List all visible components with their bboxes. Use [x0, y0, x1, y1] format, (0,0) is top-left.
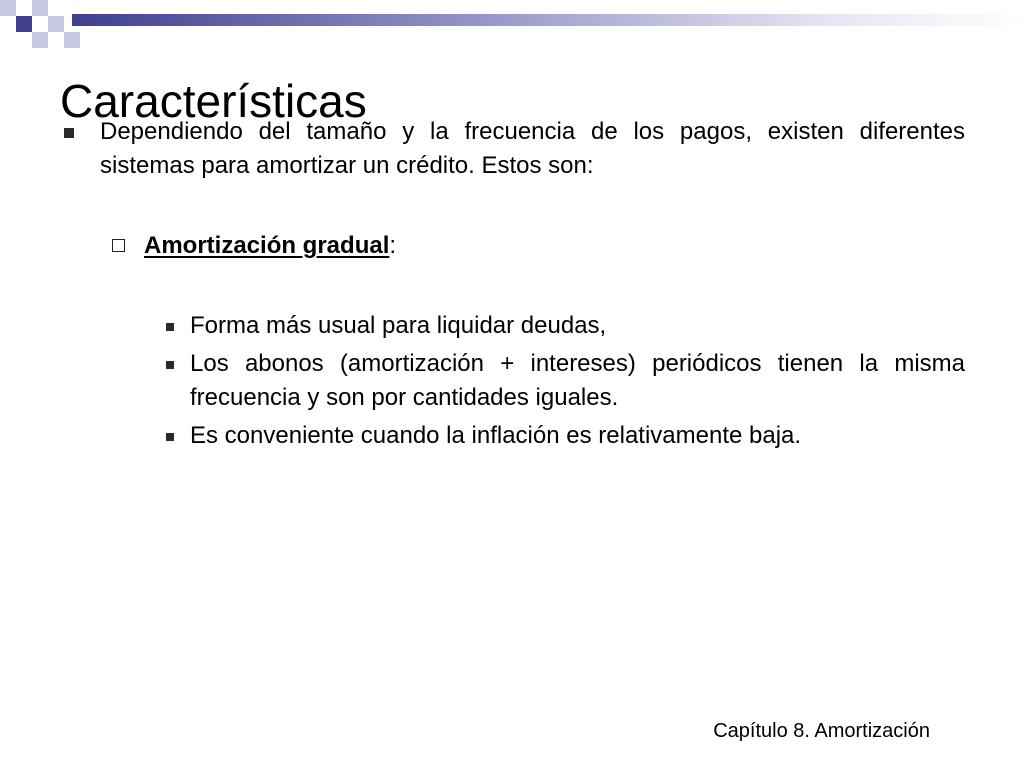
corner-decoration — [0, 0, 80, 64]
bullet-item — [60, 115, 965, 183]
header-gradient-bar — [72, 14, 1024, 26]
corner-square — [48, 16, 64, 32]
corner-square — [32, 0, 48, 16]
sub-heading-suffix: : — [389, 232, 397, 259]
slide-content — [60, 115, 965, 457]
corner-square — [32, 32, 48, 48]
sub-bullet-item — [60, 229, 965, 263]
detail-text: Es conveniente cuando la inflación es relativamente baja. — [190, 422, 802, 449]
slide-title: Características — [60, 75, 367, 127]
detail-list — [60, 309, 965, 453]
hollow-square-bullet-icon — [112, 239, 125, 252]
square-bullet-icon — [64, 128, 74, 138]
detail-item — [60, 419, 965, 453]
slide-footer: Capítulo 8. Amortización — [713, 720, 930, 742]
sub-heading: Amortización gradual — [144, 232, 390, 259]
small-square-bullet-icon — [166, 323, 174, 331]
corner-square — [16, 0, 32, 16]
small-square-bullet-icon — [166, 361, 174, 369]
detail-item — [60, 309, 965, 343]
corner-square — [0, 0, 16, 16]
small-square-bullet-icon — [166, 433, 174, 441]
corner-square — [16, 16, 32, 32]
detail-text: Los abonos (amortización + intereses) periódicos tienen la misma frecuencia y son por cantidades iguales. — [190, 350, 965, 411]
detail-item — [60, 347, 965, 415]
bullet-text: Dependiendo del tamaño y la frecuencia de los pagos, existen diferentes sistemas para amortizar un crédito. Estos son: — [100, 118, 965, 179]
detail-text: Forma más usual para liquidar deudas, — [190, 312, 607, 339]
corner-square — [64, 32, 80, 48]
